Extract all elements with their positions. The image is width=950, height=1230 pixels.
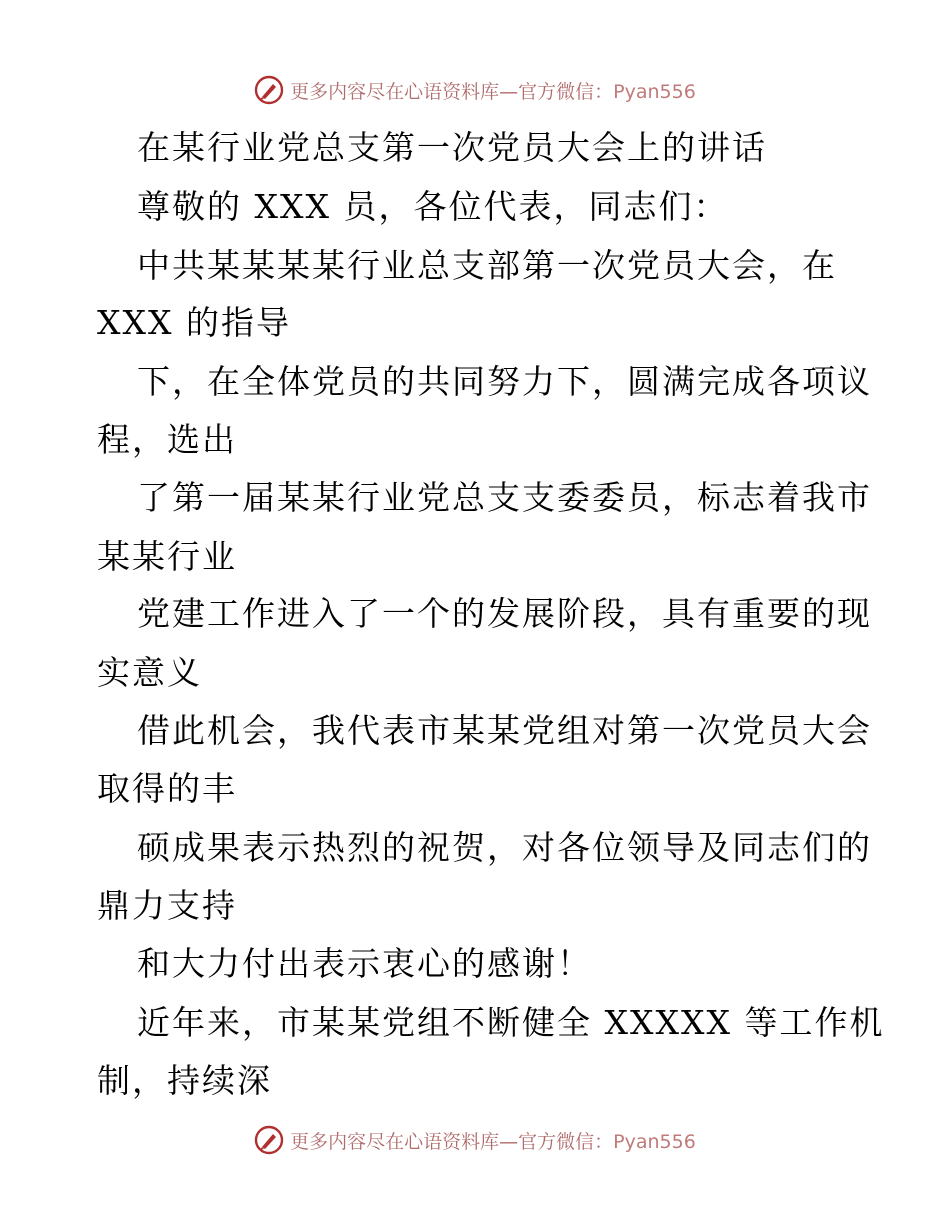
doc-line: 借此机会，我代表市某某党组对第一次党员大会 (137, 711, 872, 750)
doc-line: 尊敬的 XXX 员，各位代表，同志们： (137, 187, 729, 226)
doc-line: 制，持续深 (97, 1061, 272, 1100)
doc-line: 中共某某某某行业总支部第一次党员大会，在 (137, 246, 837, 285)
pen-logo-icon (254, 75, 284, 105)
doc-line: 下，在全体党员的共同努力下，圆满完成各项议 (137, 362, 872, 401)
doc-line: 了第一届某某行业党总支支委委员，标志着我市 (137, 478, 872, 517)
pen-logo-icon (254, 1125, 284, 1155)
doc-line: 硕成果表示热烈的祝贺，对各位领导及同志们的 (137, 828, 872, 867)
doc-line: 和大力付出表示衷心的感谢！ (137, 944, 592, 983)
footer-banner-text: 更多内容尽在心语资料库—官方微信：Pyan556 (290, 1130, 696, 1153)
footer-banner (0, 1122, 950, 1158)
doc-line: 鼎力支持 (97, 886, 237, 925)
header-banner-id: Pyan556 (613, 80, 696, 103)
doc-line: 近年来，市某某党组不断健全 XXXXX 等工作机 (137, 1003, 885, 1042)
doc-line: 某某行业 (97, 537, 237, 576)
doc-line: 程，选出 (97, 420, 237, 459)
header-banner (0, 72, 950, 108)
header-banner-text: 更多内容尽在心语资料库—官方微信：Pyan556 (290, 80, 696, 103)
footer-banner-id: Pyan556 (613, 1130, 696, 1153)
doc-title: 在某行业党总支第一次党员大会上的讲话 (137, 128, 767, 167)
doc-line: 党建工作进入了一个的发展阶段，具有重要的现 (137, 594, 872, 633)
doc-line: 取得的丰 (97, 769, 237, 808)
doc-line: XXX 的指导 (97, 303, 291, 342)
doc-line: 实意义 (97, 653, 202, 692)
